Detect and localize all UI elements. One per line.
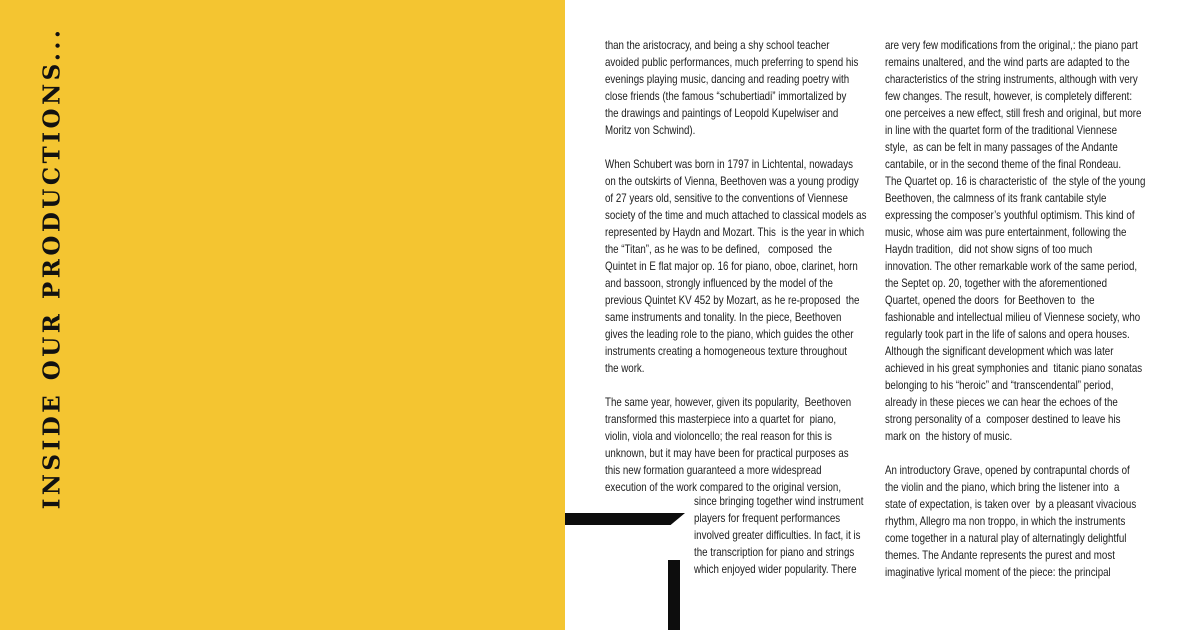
decorative-horizontal-bar bbox=[565, 513, 685, 525]
article-column-1-continuation: since bringing together wind instrument players for frequent performances involved greater difficulties. In fact, it is the transcription for piano and strings which enjoyed wider popularity. There bbox=[694, 495, 864, 576]
section-title: INSIDE OUR PRODUCTIONS... bbox=[38, 26, 66, 510]
yellow-side-panel bbox=[0, 0, 565, 630]
article-column-2: are very few modifications from the original,: the piano part remains unaltered, and the wind parts are adapted to the characteristics of the string instruments, although with very few changes. The result, however, is completely different: one perceives a new effect, still fresh and original, but more in line with the quartet form of the traditional Viennese style, as can be felt in many passages of the Andante cantabile, or in the second theme of the final Rondeau. The Quartet op. 16 is characteristic of the style of the young Beethoven, the calmness of its frank cantabile style expressing the composer’s youthful optimism. This kind of music, whose aim was pure entertainment, following the Haydn tradition, did not show signs of too much innovation. The other remarkable work of the same period, the Septet op. 20, together with the aforementioned Quartet, opened the doors for Beethoven to the fashionable and intellectual milieu of Viennese society, who regularly took part in the life of salons and opera houses. Although the significant development which was later achieved in his great symphonies and titanic piano sonatas belonging to his “heroic” and “transcendental” period, already in these pieces we can hear the echoes of the strong personality of a composer destined to leave his mark on the history of music. An introductory Grave, opened by contrapuntal chords of the violin and the piano, which bring the listener into a state of expectation, is taken over by a pleasant vivacious rhythm, Allegro ma non troppo, in which the instruments come together in a natural play of alternatingly delightful themes. The Andante represents the purest and most imaginative lyrical moment of the piece: the principal bbox=[885, 39, 1146, 579]
article-column-1: than the aristocracy, and being a shy school teacher avoided public performances, much preferring to spend his evenings playing music, dancing and reading poetry with close friends (the famous “schubertiadi” immortalized by the drawings and paintings of Leopold Kupelwiser and Moritz von Schwind). When Schubert was born in 1797 in Lichtental, nowadays on the outskirts of Vienna, Beethoven was a young prodigy of 27 years old, sensitive to the conventions of Viennese society of the time and much attached to classical models as represented by Haydn and Mozart. This is the year in which the “Titan”, as he was to be defined, composed the Quintet in E flat major op. 16 for piano, oboe, clarinet, horn and bassoon, strongly influenced by the model of the previous Quintet KV 452 by Mozart, as he re-proposed the same instruments and tonality. In the piece, Beethoven gives the leading role to the piano, which guides the other instruments creating a homogeneous texture throughout the work. The same year, however, given its popularity, Beethoven transformed this masterpiece into a quartet for piano, violin, viola and violoncello; the real reason for this is unknown, but it may have been for practical purposes as this new formation guaranteed a more widespread execution of the work compared to the original version, bbox=[605, 39, 867, 494]
decorative-vertical-bar bbox=[668, 560, 680, 630]
